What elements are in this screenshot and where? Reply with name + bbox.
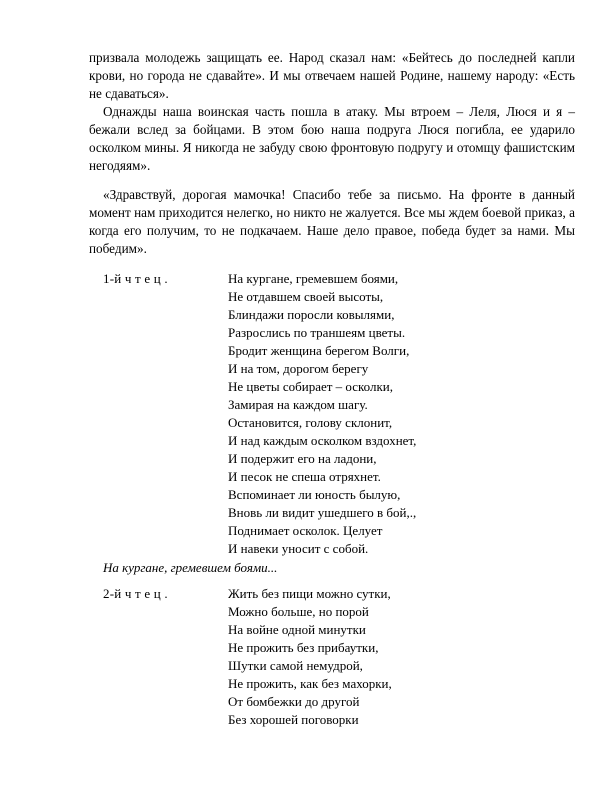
reader-1-label: 1-й ч т е ц . bbox=[103, 271, 168, 286]
verse-line: Разрослись по траншеям цветы. bbox=[228, 325, 406, 340]
verse-line: Жить без пищи можно сутки, bbox=[228, 586, 391, 601]
reader-1-verse bbox=[228, 270, 416, 558]
verse-line: Бродит женщина берегом Волги, bbox=[228, 343, 410, 358]
verse-line: Шутки самой немудрой, bbox=[228, 658, 363, 673]
verse-line: И навеки уносит с собой. bbox=[228, 541, 369, 556]
verse-line: И подержит его на ладони, bbox=[228, 451, 377, 466]
paragraph-2: Однажды наша воинская часть пошла в атаку. Мы втроем – Леля, Люся и я – бежали вслед за бойцами. В этом бою наша подруга Люся погибла, ее ударило осколком мины. Я никогда не забуду свою фронтовую подругу и отомщу фашистским негодяям». bbox=[89, 104, 575, 174]
verse-line: Не отдавшем своей высоты, bbox=[228, 289, 384, 304]
verse-line: Не цветы собирает – осколки, bbox=[228, 379, 394, 394]
reader-2-label: 2-й ч т е ц . bbox=[103, 586, 168, 601]
verse-line: На войне одной минутки bbox=[228, 622, 366, 637]
verse-line: Можно больше, но порой bbox=[228, 604, 369, 619]
verse-line: Не прожить, как без махорки, bbox=[228, 676, 392, 691]
paragraph-1: призвала молодежь защищать ее. Народ сказал нам: «Бейтесь до последней капли крови, но города не сдавайте». И мы отвечаем нашей Родине, нашему народу: «Есть не сдаваться». bbox=[89, 50, 575, 102]
verse-line: Без хорошей поговорки bbox=[228, 712, 359, 727]
verse-line: От бомбежки до другой bbox=[228, 694, 360, 709]
paragraph-3: «Здравствуй, дорогая мамочка! Спасибо тебе за письмо. На фронте в данный момент нам приходится нелегко, но никто не жалуется. Все мы ждем боевой приказ, а когда его получим, то не подкачаем. Наше дело правое, победа будет за нами. Мы победим». bbox=[89, 187, 575, 257]
verse-line: Поднимает осколок. Целует bbox=[228, 523, 383, 538]
verse-line: И песок не спеша отряхнет. bbox=[228, 469, 381, 484]
reader-2-verse bbox=[228, 585, 392, 729]
verse-line: На кургане, гремевшем боями, bbox=[228, 271, 399, 286]
verse-line: Остановится, голову склонит, bbox=[228, 415, 393, 430]
verse-line: И над каждым осколком вздохнет, bbox=[228, 433, 417, 448]
verse-line: Замирая на каждом шагу. bbox=[228, 397, 368, 412]
verse-line: Вспоминает ли юность былую, bbox=[228, 487, 401, 502]
refrain-line: На кургане, гремевшем боями... bbox=[103, 560, 278, 575]
verse-line: И на том, дорогом берегу bbox=[228, 361, 369, 376]
verse-line: Блиндажи поросли ковылями, bbox=[228, 307, 395, 322]
verse-line: Не прожить без прибаутки, bbox=[228, 640, 379, 655]
verse-line: Вновь ли видит ушедшего в бой,., bbox=[228, 505, 417, 520]
